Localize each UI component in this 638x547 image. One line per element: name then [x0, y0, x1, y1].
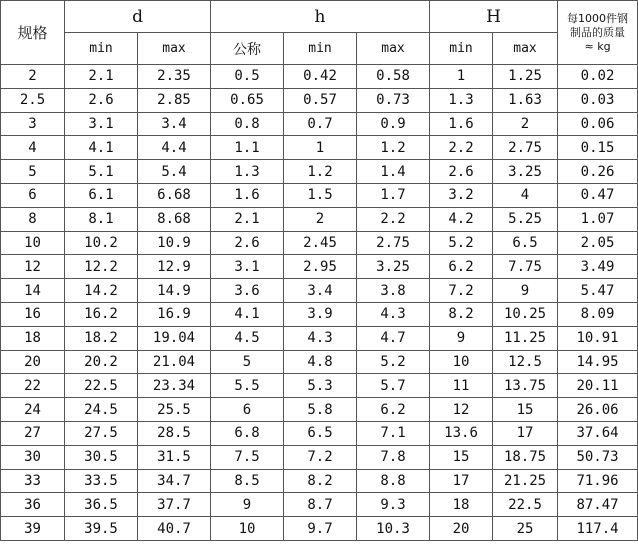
cell-H-max: 15: [493, 398, 558, 422]
table-row: [1, 160, 638, 184]
cell-H-max: 13.75: [493, 374, 558, 398]
cell-h-max: 0.58: [357, 65, 430, 89]
cell-h-nominal: 0.5: [211, 65, 284, 89]
cell-H-max: 2: [493, 112, 558, 136]
cell-h-min: 8.2: [284, 469, 357, 493]
cell-h-nominal: 4.5: [211, 326, 284, 350]
cell-h-max: 7.1: [357, 421, 430, 445]
cell-H-min: 18: [430, 493, 493, 517]
cell-d-max: 28.5: [138, 421, 211, 445]
cell-H-min: 13.6: [430, 421, 493, 445]
cell-H-max: 18.75: [493, 445, 558, 469]
cell-d-min: 6.1: [65, 183, 138, 207]
cell-H-min: 7.2: [430, 279, 493, 303]
cell-mass: 0.15: [558, 136, 638, 160]
table-row: [1, 493, 638, 517]
cell-d-min: 2.1: [65, 65, 138, 89]
cell-h-min: 2.45: [284, 231, 357, 255]
cell-H-max: 25: [493, 517, 558, 541]
cell-h-min: 0.57: [284, 88, 357, 112]
cell-gauge: 5: [1, 160, 65, 184]
cell-H-max: 10.25: [493, 302, 558, 326]
cell-d-min: 20.2: [65, 350, 138, 374]
cell-gauge: 36: [1, 493, 65, 517]
table-row: [1, 445, 638, 469]
cell-d-min: 18.2: [65, 326, 138, 350]
cell-mass: 8.09: [558, 302, 638, 326]
cell-mass: 20.11: [558, 374, 638, 398]
cell-h-nominal: 1.6: [211, 183, 284, 207]
cell-h-min: 3.4: [284, 279, 357, 303]
cell-h-max: 9.3: [357, 493, 430, 517]
cell-mass: 0.06: [558, 112, 638, 136]
h-header: h: [211, 1, 430, 33]
cell-h-max: 2.75: [357, 231, 430, 255]
cell-h-max: 1.7: [357, 183, 430, 207]
cell-H-max: 17: [493, 421, 558, 445]
table-row: [1, 279, 638, 303]
cell-d-max: 21.04: [138, 350, 211, 374]
cell-H-min: 2.6: [430, 160, 493, 184]
cell-gauge: 8: [1, 207, 65, 231]
cell-h-nominal: 0.65: [211, 88, 284, 112]
cell-gauge: 30: [1, 445, 65, 469]
cell-gauge: 20: [1, 350, 65, 374]
d-max-header: max: [138, 33, 211, 65]
cell-d-max: 3.4: [138, 112, 211, 136]
cell-h-nominal: 4.1: [211, 302, 284, 326]
cell-d-min: 39.5: [65, 517, 138, 541]
cell-H-min: 4.2: [430, 207, 493, 231]
d-min-header: min: [65, 33, 138, 65]
cell-h-max: 2.2: [357, 207, 430, 231]
cell-h-max: 3.25: [357, 255, 430, 279]
cell-d-max: 2.35: [138, 65, 211, 89]
cell-gauge: 22: [1, 374, 65, 398]
cell-d-max: 8.68: [138, 207, 211, 231]
cell-H-min: 2.2: [430, 136, 493, 160]
cell-d-max: 16.9: [138, 302, 211, 326]
cell-H-min: 3.2: [430, 183, 493, 207]
cell-mass: 1.07: [558, 207, 638, 231]
cell-h-nominal: 6: [211, 398, 284, 422]
cell-H-max: 22.5: [493, 493, 558, 517]
table-row: [1, 207, 638, 231]
cell-gauge: 16: [1, 302, 65, 326]
table-row: [1, 255, 638, 279]
cell-H-max: 7.75: [493, 255, 558, 279]
cell-d-max: 10.9: [138, 231, 211, 255]
cell-H-min: 10: [430, 350, 493, 374]
cell-H-min: 15: [430, 445, 493, 469]
cell-mass: 14.95: [558, 350, 638, 374]
cell-H-min: 1.6: [430, 112, 493, 136]
cell-h-max: 8.8: [357, 469, 430, 493]
cell-d-min: 33.5: [65, 469, 138, 493]
h-nominal-header: 公称: [211, 33, 284, 65]
cell-H-max: 12.5: [493, 350, 558, 374]
table-row: [1, 112, 638, 136]
cell-h-min: 0.7: [284, 112, 357, 136]
cell-h-min: 9.7: [284, 517, 357, 541]
cell-H-max: 1.63: [493, 88, 558, 112]
cell-h-max: 10.3: [357, 517, 430, 541]
cell-h-max: 3.8: [357, 279, 430, 303]
cell-H-max: 11.25: [493, 326, 558, 350]
cell-gauge: 39: [1, 517, 65, 541]
cell-H-max: 3.25: [493, 160, 558, 184]
cell-h-max: 6.2: [357, 398, 430, 422]
cell-gauge: 12: [1, 255, 65, 279]
cell-h-max: 0.73: [357, 88, 430, 112]
gauge-header: 规格: [1, 1, 65, 65]
cell-H-min: 8.2: [430, 302, 493, 326]
cell-h-min: 2.95: [284, 255, 357, 279]
cell-h-min: 1: [284, 136, 357, 160]
cell-d-max: 6.68: [138, 183, 211, 207]
cell-mass: 50.73: [558, 445, 638, 469]
cell-H-min: 5.2: [430, 231, 493, 255]
cell-H-min: 12: [430, 398, 493, 422]
h-min-header: min: [284, 33, 357, 65]
table-row: [1, 231, 638, 255]
cell-d-min: 22.5: [65, 374, 138, 398]
cell-d-min: 27.5: [65, 421, 138, 445]
cell-H-max: 5.25: [493, 207, 558, 231]
cell-mass: 87.47: [558, 493, 638, 517]
cell-d-min: 16.2: [65, 302, 138, 326]
table-header: [1, 1, 638, 65]
table-row: [1, 136, 638, 160]
H-min-header: min: [430, 33, 493, 65]
table-row: [1, 65, 638, 89]
cell-h-min: 1.2: [284, 160, 357, 184]
cell-h-nominal: 10: [211, 517, 284, 541]
cell-h-nominal: 5: [211, 350, 284, 374]
cell-h-min: 8.7: [284, 493, 357, 517]
table-row: [1, 302, 638, 326]
cell-h-max: 0.9: [357, 112, 430, 136]
cell-h-nominal: 3.6: [211, 279, 284, 303]
cell-h-min: 3.9: [284, 302, 357, 326]
h-max-header: max: [357, 33, 430, 65]
cell-H-min: 6.2: [430, 255, 493, 279]
cell-H-min: 20: [430, 517, 493, 541]
cell-d-max: 19.04: [138, 326, 211, 350]
cell-h-max: 4.7: [357, 326, 430, 350]
cell-d-max: 5.4: [138, 160, 211, 184]
cell-d-max: 23.34: [138, 374, 211, 398]
cell-h-nominal: 0.8: [211, 112, 284, 136]
table-body: [1, 65, 638, 541]
table-row: [1, 374, 638, 398]
cell-gauge: 4: [1, 136, 65, 160]
cell-d-min: 2.6: [65, 88, 138, 112]
mass-header-line3: ≈ kg: [584, 39, 611, 53]
cell-h-max: 5.2: [357, 350, 430, 374]
cell-mass: 26.06: [558, 398, 638, 422]
cell-mass: 10.91: [558, 326, 638, 350]
cell-h-nominal: 1.3: [211, 160, 284, 184]
cell-d-min: 3.1: [65, 112, 138, 136]
H-header: H: [430, 1, 558, 33]
cell-h-min: 5.3: [284, 374, 357, 398]
cell-h-min: 1.5: [284, 183, 357, 207]
cell-gauge: 14: [1, 279, 65, 303]
cell-h-max: 4.3: [357, 302, 430, 326]
cell-gauge: 2.5: [1, 88, 65, 112]
H-max-header: max: [493, 33, 558, 65]
cell-d-min: 4.1: [65, 136, 138, 160]
mass-header-line1: 每1000件钢: [567, 11, 629, 25]
cell-gauge: 2: [1, 65, 65, 89]
cell-H-min: 11: [430, 374, 493, 398]
cell-d-max: 25.5: [138, 398, 211, 422]
cell-h-nominal: 3.1: [211, 255, 284, 279]
cell-H-max: 4: [493, 183, 558, 207]
cell-h-min: 2: [284, 207, 357, 231]
cell-d-max: 4.4: [138, 136, 211, 160]
cell-mass: 2.05: [558, 231, 638, 255]
cell-h-nominal: 2.6: [211, 231, 284, 255]
cell-H-min: 9: [430, 326, 493, 350]
table-row: [1, 350, 638, 374]
cell-H-max: 2.75: [493, 136, 558, 160]
cell-d-max: 12.9: [138, 255, 211, 279]
cell-d-min: 30.5: [65, 445, 138, 469]
table-row: [1, 183, 638, 207]
cell-h-max: 1.4: [357, 160, 430, 184]
cell-h-nominal: 8.5: [211, 469, 284, 493]
cell-mass: 0.47: [558, 183, 638, 207]
cell-d-min: 24.5: [65, 398, 138, 422]
cell-H-min: 1.3: [430, 88, 493, 112]
cell-gauge: 3: [1, 112, 65, 136]
cell-gauge: 6: [1, 183, 65, 207]
cell-d-max: 31.5: [138, 445, 211, 469]
cell-mass: 117.4: [558, 517, 638, 541]
cell-h-nominal: 6.8: [211, 421, 284, 445]
cell-H-min: 17: [430, 469, 493, 493]
cell-h-nominal: 7.5: [211, 445, 284, 469]
cell-h-max: 5.7: [357, 374, 430, 398]
cell-H-max: 6.5: [493, 231, 558, 255]
cell-mass: 37.64: [558, 421, 638, 445]
cell-d-min: 14.2: [65, 279, 138, 303]
cell-d-min: 5.1: [65, 160, 138, 184]
cell-gauge: 24: [1, 398, 65, 422]
cell-H-max: 1.25: [493, 65, 558, 89]
cell-d-min: 8.1: [65, 207, 138, 231]
cell-mass: 5.47: [558, 279, 638, 303]
cell-gauge: 27: [1, 421, 65, 445]
cell-d-min: 12.2: [65, 255, 138, 279]
cell-mass: 0.03: [558, 88, 638, 112]
cell-gauge: 10: [1, 231, 65, 255]
cell-h-nominal: 2.1: [211, 207, 284, 231]
cell-d-max: 37.7: [138, 493, 211, 517]
cell-d-min: 10.2: [65, 231, 138, 255]
cell-mass: 3.49: [558, 255, 638, 279]
cell-h-nominal: 5.5: [211, 374, 284, 398]
cell-d-max: 40.7: [138, 517, 211, 541]
table-row: [1, 88, 638, 112]
cell-H-max: 9: [493, 279, 558, 303]
cell-d-min: 36.5: [65, 493, 138, 517]
table-row: [1, 326, 638, 350]
cell-d-max: 2.85: [138, 88, 211, 112]
table-row: [1, 398, 638, 422]
cell-h-min: 5.8: [284, 398, 357, 422]
cell-h-min: 6.5: [284, 421, 357, 445]
cell-mass: 0.02: [558, 65, 638, 89]
mass-header: [558, 1, 638, 65]
cell-H-max: 21.25: [493, 469, 558, 493]
d-header: d: [65, 1, 211, 33]
table-row: [1, 517, 638, 541]
mass-header-line2: 制品的质量: [570, 25, 626, 39]
cell-h-min: 0.42: [284, 65, 357, 89]
table-row: [1, 421, 638, 445]
cell-d-max: 34.7: [138, 469, 211, 493]
cell-mass: 0.26: [558, 160, 638, 184]
cell-h-max: 7.8: [357, 445, 430, 469]
cell-h-min: 7.2: [284, 445, 357, 469]
cell-h-min: 4.8: [284, 350, 357, 374]
table-row: [1, 469, 638, 493]
cell-mass: 71.96: [558, 469, 638, 493]
cell-d-max: 14.9: [138, 279, 211, 303]
cell-h-nominal: 9: [211, 493, 284, 517]
cell-H-min: 1: [430, 65, 493, 89]
cell-h-max: 1.2: [357, 136, 430, 160]
cell-h-min: 4.3: [284, 326, 357, 350]
cell-gauge: 33: [1, 469, 65, 493]
cell-gauge: 18: [1, 326, 65, 350]
cell-h-nominal: 1.1: [211, 136, 284, 160]
